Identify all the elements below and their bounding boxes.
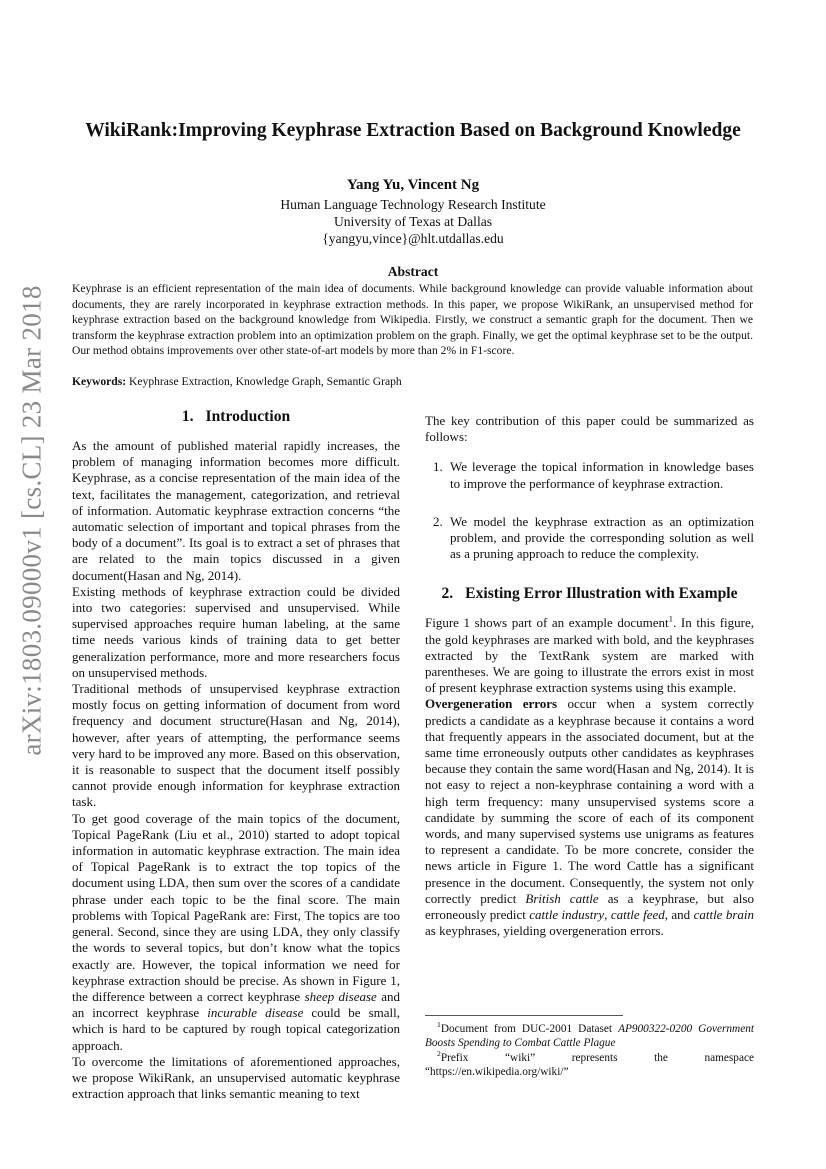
intro-paragraph-4: To get good coverage of the main topics of the document, Topical PageRank (Liu et al., 2010) started to adopt topical information in automatic keyphrase extraction. The main idea of Topical PageRank is to extract the top topics of the document using LDA, then sum over the scores of a candidate phrase under each topic to be the final score. The main problems with Topical PageRank are: First, The topics are too general. Second, since they are using LDA, they only classify the words to several topics, but don’t know what the topics exactly are. However, the topical information we need for keyphrase extraction should be precise. As shown in Figure 1, the difference between a correct keyphrase sheep disease and an incorrect keyphrase incurable disease could be small, which is hard to be captured by rough topical categorization approach. bbox=[72, 810, 400, 1053]
keywords-text: Keyphrase Extraction, Knowledge Graph, Semantic Graph bbox=[129, 375, 402, 388]
footnote-1-emphasis: AP900322-0200 Government Boosts Spending to Combat Cattle Plague bbox=[425, 1023, 754, 1050]
section-heading-error-illustration bbox=[425, 584, 754, 604]
intro-paragraph-3: Traditional methods of unsupervised keyphrase extraction mostly focus on getting information of document from word frequency and document structure(Hasan and Ng, 2014), however, after years of attempting, the performance seems very hard to be improved any more. Based on this observation, it is reasonable to suspect that the document itself possibly cannot provide enough information for keyphrase extraction task. bbox=[72, 681, 400, 810]
arxiv-identifier: arXiv:1803.09000v1 [cs.CL] 23 Mar 2018 bbox=[16, 284, 47, 756]
left-column bbox=[72, 407, 400, 1102]
list-item bbox=[425, 514, 754, 563]
emphasis-cattle-feed: cattle feed bbox=[610, 907, 665, 923]
footnote-1: $^1$Document from DUC-2001 Dataset AP900322-0200 Government Boosts Spending to Combat Cattle Plague bbox=[425, 1020, 754, 1050]
emphasis-british-cattle: British cattle bbox=[525, 890, 599, 906]
abstract-text: Keyphrase is an efficient representation of the main idea of documents. While background knowledge can provide valuable information about documents, they are rarely incorporated in keyphrase extraction methods. In this paper, we propose WikiRank, an unsupervised method for keyphrase extraction based on the background knowledge from Wikipedia. Firstly, we construct a semantic graph for the document. Then we transform the keyphrase extraction problem into an optimization problem on the graph. Finally, we get the optimal keyphrase set to be the output. Our method obtains improvements over other state-of-art models by more than 2% in F1-score. bbox=[72, 282, 753, 358]
footnote-mark: 1 bbox=[437, 1020, 441, 1030]
section-number: 2. bbox=[441, 585, 454, 603]
intro-paragraph-1: As the amount of published material rapidly increases, the problem of managing information becomes more difficult. Keyphrase, as a concise representation of the main idea of the text, facilitates the management, categorization, and retrieval of information. Automatic keyphrase extraction concerns “the automatic selection of important and topical phrases from the body of a document”. Its goal is to extract a set of phrases that are related to the main topics discussed in a given document(Hasan and Ng, 2014). bbox=[72, 438, 400, 583]
author-names: Yang Yu, Vincent Ng bbox=[346, 177, 480, 193]
list-item bbox=[425, 459, 754, 491]
paper-title: WikiRank:Improving Keyphrase Extraction Based on Background Knowledge bbox=[85, 120, 741, 141]
list-item-text: We leverage the topical information in knowledge bases to improve the performance of keyphrase extraction. bbox=[450, 459, 754, 491]
keywords-label: Keywords: bbox=[72, 375, 127, 388]
list-item-text: We model the keyphrase extraction as an optimization problem, and provide the corresponding solution as well as a pruning approach to reduce the complexity. bbox=[450, 513, 754, 562]
abstract-heading: Abstract bbox=[387, 264, 439, 279]
errors-paragraph-1: Figure 1 shows part of an example document$^1$. In this figure, the gold keyphrases are marked with bold, and the keyphrases extracted by the TextRank system are marked with parentheses. We are going to illustrate the errors exist in most of present keyphrase extraction systems using this example. bbox=[425, 614, 754, 696]
intro-paragraph-6: The key contribution of this paper could be summarized as follows: bbox=[425, 413, 754, 445]
section-title: Existing Error Illustration with Example bbox=[465, 585, 738, 603]
emphasis-cattle-industry: cattle industry bbox=[529, 907, 605, 923]
affiliation-institute: Human Language Technology Research Institute bbox=[280, 197, 546, 212]
emphasis-incurable-disease: incurable disease bbox=[207, 1005, 304, 1021]
overgeneration-errors-term: Overgeneration errors bbox=[425, 696, 558, 712]
section-title: Introduction bbox=[205, 408, 291, 425]
footnotes bbox=[425, 1015, 754, 1080]
intro-paragraph-2: Existing methods of keyphrase extraction could be divided into two categories: supervised and unsupervised. While supervised approaches require human labeling, at the same time needs various kinds of training data to get better generalization performance, more and more researchers focus on unsupervised methods. bbox=[72, 583, 400, 680]
list-marker: 2. bbox=[433, 513, 443, 529]
emphasis-cattle-brain: cattle brain bbox=[693, 907, 755, 923]
footnote-mark: 2 bbox=[437, 1049, 441, 1059]
errors-paragraph-2: Overgeneration errors occur when a system correctly predicts a candidate as a keyphrase because it contains a word that frequently appears in the associated document, but at the same time erroneously outputs other candidates as keyphrases because they contain the same word(Hasan and Ng, 2014). It is not easy to reject a non-keyphrase containing a word with a high term frequency: many unsupervised systems score a candidate by summing the score of each of its component words, and many supervised systems use unigrams as features to represent a candidate. To be more concrete, consider the news article in Figure 1. The word Cattle has a significant presence in the document. Consequently, the system not only correctly predict British cattle as a keyphrase, but also erroneously predict cattle industry, cattle feed, and cattle brain as keyphrases, yielding overgeneration errors. bbox=[425, 696, 755, 939]
affiliation-university: University of Texas at Dallas bbox=[333, 214, 493, 229]
contribution-list bbox=[425, 459, 754, 562]
footnote-ref-1: 1 bbox=[668, 614, 674, 625]
arxiv-sidebar bbox=[8, 284, 56, 756]
list-marker: 1. bbox=[433, 459, 443, 475]
section-heading-introduction bbox=[72, 407, 400, 427]
section-number: 1. bbox=[181, 408, 194, 425]
footnote-divider bbox=[425, 1015, 623, 1016]
keywords-line bbox=[72, 374, 753, 389]
right-column bbox=[425, 413, 754, 939]
footnote-2-url: “https://en.wikipedia.org/wiki/” bbox=[425, 1066, 569, 1079]
emphasis-sheep-disease: sheep disease bbox=[304, 988, 377, 1004]
intro-paragraph-5-start: To overcome the limitations of aforementioned approaches, we propose WikiRank, an unsupervised automatic keyphrase extraction approach that links semantic meaning to text bbox=[72, 1053, 400, 1102]
author-block bbox=[150, 177, 676, 247]
footnote-2: $^2$Prefix “wiki” represents the namespace bbox=[437, 1049, 754, 1064]
author-email: {yangyu,vince}@hlt.utdallas.edu bbox=[322, 231, 504, 246]
